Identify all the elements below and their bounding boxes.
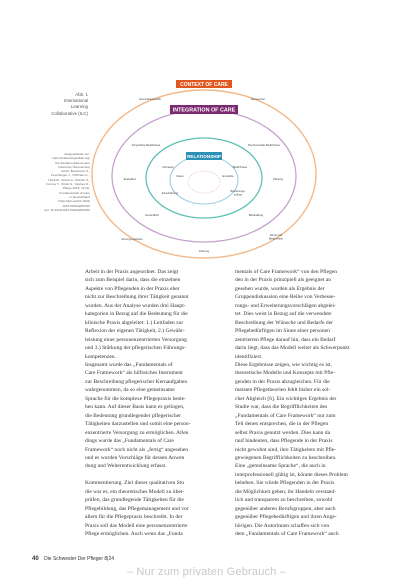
source-line: Deutsche Übersetzung <box>58 164 90 169</box>
source-line: Huck M., Kitson A., Muntlin Å., <box>48 177 90 182</box>
source-line: Conroy T., Christ S., Storkes D., <box>46 182 90 187</box>
context-tag: Gesundheitspolitik <box>139 98 161 101</box>
text-line: leistung einer personenzentrierten Versorgung <box>85 336 187 343</box>
source-line: Ausgearbeitet von: <box>64 152 90 156</box>
context-tag: Versorgungskultur <box>121 238 143 241</box>
figure-source <box>32 152 90 212</box>
source-line: Fundamentals of Care <box>59 190 90 195</box>
text-line: selbst Praxis genutzt werden. Dies kann da <box>235 429 331 436</box>
text-line: wahrgenommen, da so eine gemeinsame <box>85 387 175 394</box>
caption-line: Collaborative (ILC) <box>51 110 88 116</box>
relationship-tag: Beziehungs- <box>230 190 246 193</box>
text-line: Pflegebedürftigen im Sinne einer personen <box>235 328 330 335</box>
text-line: die war es, ein theoretisches Modell zu über- <box>85 488 185 495</box>
text-line <box>85 471 227 479</box>
context-ring <box>92 90 316 258</box>
text-line: „Fundamentals of Care Framework“ nur zum <box>235 412 336 419</box>
text-line: prüfen, das grundlegende Tätigkeiten für die <box>85 497 184 504</box>
relationship-tag: Einschätzung <box>161 192 179 195</box>
caption-line: Learning <box>70 104 88 110</box>
source-line: the-fundamentals-of-care <box>55 160 90 165</box>
source-line: doi: 10.1024/1012-5302/a000702 <box>44 207 90 212</box>
text-line: mentals of Care Framework“ von den Pflegen <box>235 269 337 275</box>
text-line: enzentrierte Versorgung zu ermöglichen. Allen <box>85 429 189 436</box>
integration-tag: Behandlung <box>248 214 264 217</box>
text-line: gewiegenen Begrifflichkeiten zu beschreiben. <box>235 454 337 461</box>
relationship-tag: Fokus <box>176 175 184 178</box>
context-tag: Ressourcen <box>250 98 266 101</box>
text-line: lich und transparent zu beschreiben, sowohl <box>235 497 333 504</box>
text-line: wurden. Aus der Analyse wurden drei Haupt- <box>85 302 186 309</box>
text-line: hen kann. Auf dieser Basis kann es gelingen, <box>85 404 185 411</box>
text-line: darin liegt, dass das Modell weiter als Schwerpunkt <box>235 345 350 352</box>
text-column-right <box>235 268 377 539</box>
text-line: gesehen wurde, wurden als Ergebnis der <box>235 285 325 292</box>
text-line: und es wurden Vorschläge für dessen Anwen <box>85 454 185 461</box>
text-line: Gruppendiskussion eine Reihe von Verbesse- <box>235 294 336 301</box>
text-line: cher Abgleich [6]. Ein wichtiges Ergebnis der <box>235 395 337 402</box>
integration-tag: Planung <box>273 178 283 181</box>
integration-tag: Gesundheit <box>145 214 159 217</box>
text-line: kompetenzen. <box>85 353 116 360</box>
text-line: nicht zur Beschreibung ihrer Tätigkeit genannt <box>85 294 189 301</box>
text-line: Care Framework“ als hilfreiches Instrument <box>85 370 183 377</box>
text-line: und 3.) Stärkung der pflegerischen Führungs- <box>85 345 187 352</box>
text-line: Teil denen entsprechen, die in der Pflegen <box>235 421 329 428</box>
text-line: meisten Pflegetheorien fehlt bisher ein sol- <box>235 387 331 394</box>
page-footer <box>32 556 232 562</box>
text-line: Arbeit in der Praxis angeordnet. Das zeigt <box>85 269 179 275</box>
text-line: Framework“ noch nicht als „fertig“ angesehen <box>85 446 189 453</box>
text-line: rauf hindeuten, dass Pflegende in der Praxis <box>235 438 333 445</box>
relationship-tag: Bedürfnisse <box>232 166 248 169</box>
text-line: gegenüber Pflegebedürftigen und ihren Ange- <box>235 514 337 521</box>
text-line: Diese Ergebnisse zeigen, wie wichtig es ist, <box>235 361 332 368</box>
source-line: https://intlearningcollab.org/ <box>52 156 90 161</box>
text-line: gegenüber anderen Berufsgruppen, aber auch <box>235 505 336 512</box>
text-line: Studie war, dass die Begrifflichkeiten des <box>235 404 328 411</box>
source-line: in Deutschland <box>69 194 90 199</box>
integration-tag: Körperliche Bedürfnisse <box>131 144 161 147</box>
text-line: genden in der Praxis abzugleichen. Für die <box>235 378 330 385</box>
text-line: dung und Weiterentwicklung erfasst. <box>85 463 167 470</box>
text-line: dings wurde das „Fundamentals of Care <box>85 438 174 445</box>
text-line: theoretische Modelle und Konzepte mit Pfle- <box>235 370 335 377</box>
relationship-tag: Empathie <box>222 175 234 178</box>
caption-line: International <box>63 98 88 104</box>
source-line: Pflege 2019; 32 (6): <box>62 186 90 191</box>
source-line: 1012-5302/a000702 <box>62 203 90 208</box>
text-column-left <box>85 268 227 539</box>
text-line: den in der Praxis prinzipiell als geeignet an <box>235 277 331 284</box>
text-line: die Bedeutung grundlegender pflegerischer <box>85 412 181 419</box>
text-line: beheben. Sie würde Pflegenden in der Praxis <box>235 480 335 487</box>
teal-ring <box>146 138 262 218</box>
text-line: hörigen. Die Autorinnen schaffen sich von <box>235 522 330 529</box>
text-line: nicht gewohnt sind, ihre Tätigkeiten mit Pfle- <box>235 446 337 453</box>
relationship-tag: Vertrauen <box>162 166 174 169</box>
text-line: sich zum Beispiel darin, dass die einzelnen <box>85 277 181 284</box>
integration-label: INTEGRATION OF CARE <box>172 107 236 114</box>
text-line: Pflege ermöglichen. Auch wenn das „Funda <box>85 531 183 538</box>
relationship-tag: aufbau <box>233 193 243 197</box>
text-line: Beschreibung der Wünsche und Bedarfe der <box>235 319 334 326</box>
source-line: Feuchtinger J., Hoffmann L., <box>51 173 90 178</box>
text-line: zur Beschreibung pflegerischer Kernaufgaben <box>85 378 188 385</box>
text-line: Eine „gemeinsame Sprache“, die auch in <box>235 463 326 470</box>
text-line: Tätigkeiten darzustellen und somit eine person- <box>85 421 191 428</box>
text-line: zentrierten Pflege darauf hin, dass ein Bedarf <box>235 336 336 343</box>
integration-tag: Psychosoziale Bedürfnisse <box>247 144 281 147</box>
integration-ring <box>112 107 296 242</box>
context-tag: Werte und <box>269 234 283 237</box>
text-line: allem für die Pflegepraxis beschreibt. In der <box>85 514 183 521</box>
page-number: 40 <box>32 556 39 562</box>
text-line: Aspekte von Pflegenden in der Praxis eher <box>85 285 180 292</box>
context-label: CONTEXT OF CARE <box>180 82 228 88</box>
text-line: Kommentierung. Ziel dieser qualitativen Stu <box>85 480 185 487</box>
journal-name: Die Schwester Der Pfleger 8|24 <box>44 556 115 562</box>
text-line: Pflegebildung, das Pflegemanagement und vor <box>85 505 189 512</box>
text-line: rungs- und Erweiterungsvorschlägen abgelei- <box>235 302 336 309</box>
text-line: klinische Praxis abgeleitet: 1.) Leitfaden zur <box>85 319 184 326</box>
relationship-label: RELATIONSHIP <box>187 154 221 159</box>
text-line: identifiziert. <box>235 353 263 360</box>
text-line: Insgesamt wurde das „Fundamentals of <box>85 361 173 368</box>
text-line: Sprache für die komplexe Pflegepraxis beste- <box>85 395 186 402</box>
text-line: interprofessionell gültig ist, könnte dieses Problem <box>235 471 348 478</box>
text-line: kategorien in Bezug auf die Bedeutung für die <box>85 311 188 318</box>
core-dot-ring <box>188 171 220 193</box>
figure-caption <box>40 92 88 117</box>
text-line: tet. Dies weist in Bezug auf die verwendete <box>235 311 332 318</box>
relationship-ring <box>170 156 238 204</box>
context-tag: Bedürfnisse <box>268 237 284 241</box>
text-line: Reflexion der eigenen Tätigkeit, 2.) Gewähr- <box>85 328 185 335</box>
source-line: durch: Beckmann S., <box>61 169 90 174</box>
text-line: die Möglichkeit geben, ihr Handeln verstand- <box>235 488 337 495</box>
source-line: https://doi.org/10.1024/ <box>58 199 90 204</box>
caption-line: Abb. 1 <box>75 92 88 97</box>
context-tag: Führung <box>198 250 210 253</box>
fundamentals-of-care-diagram <box>86 74 326 262</box>
text-line: Praxis soll das Modell eine personenzentrierte <box>85 522 188 529</box>
text-line: dem „Fundamentals of Care Framework“ auch <box>235 531 339 538</box>
integration-tag: Evaluation <box>123 178 137 181</box>
watermark: – Nur zum privaten Gebrauch – <box>126 566 287 578</box>
